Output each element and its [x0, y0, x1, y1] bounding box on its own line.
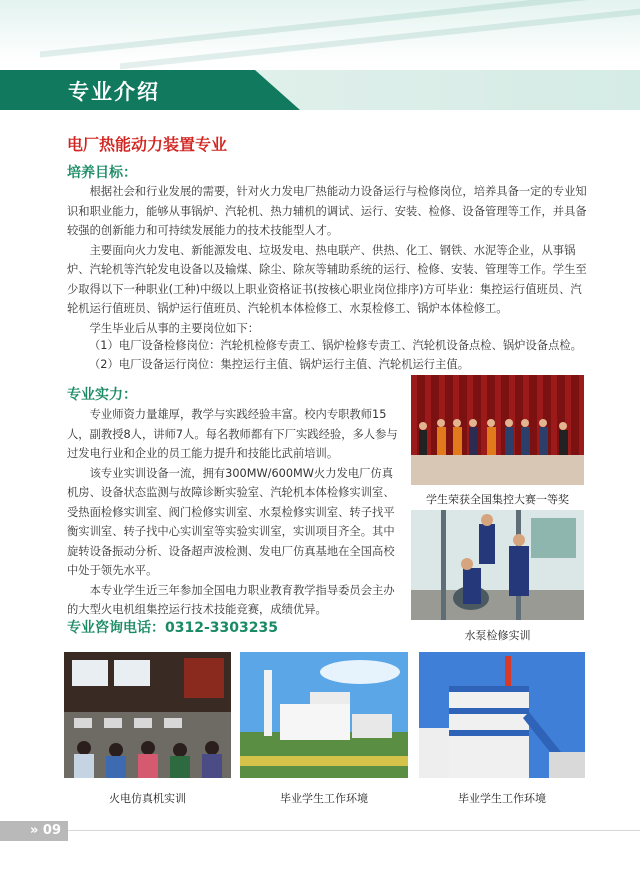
- training-heading: 培养目标：: [67, 165, 137, 181]
- page-number: » 09: [0, 821, 68, 841]
- contact-line: [67, 617, 278, 637]
- environment-caption-1: 毕业学生工作环境: [280, 792, 368, 805]
- pump-caption: 水泵检修实训: [464, 629, 531, 642]
- jobs-intro: 学生毕业后从事的主要岗位如下：: [89, 321, 260, 335]
- major-title: 电厂热能动力装置专业: [67, 135, 228, 154]
- environment-photo-1: [240, 652, 408, 778]
- training-paragraph-2: 主要面向火力发电、新能源发电、垃圾发电、热电联产、供热、化工、钢铁、水泥等企业，从事锅炉、汽轮机等汽轮发电设备以及输煤、除尘、除灰等辅助系统的运行、检修、安装、管理等工作。学生至少取得以下一种职业(工种)中级以上职业资格证书(按核心职业岗位排序)方可毕业：集控运行值班员、汽轮机运行值班员、锅炉运行值班员、汽轮机本体检修工、水泵检修工、锅炉本体检修工。: [67, 243, 587, 315]
- jobs-list: [67, 336, 587, 374]
- training-text: [67, 182, 587, 338]
- section-title: 专业介绍: [68, 80, 160, 104]
- strength-heading: 专业实力：: [67, 387, 137, 403]
- award-caption: 学生荣获全国集控大赛一等奖: [426, 493, 569, 506]
- environment-caption-2: 毕业学生工作环境: [458, 792, 546, 805]
- contact-phone: 0312-3303235: [165, 620, 278, 636]
- training-paragraph-1: 根据社会和行业发展的需要，针对火力发电厂热能动力设备运行与检修岗位，培养具备一定的专业知识和职业能力，能够从事锅炉、汽轮机、热力辅机的调试、运行、安装、检修、设备管理等工作，并具备较强的创新能力和可持续发展能力的技术技能型人才。: [67, 185, 587, 237]
- strength-paragraph-3: 本专业学生近三年参加全国电力职业教育教学指导委员会主办的大型火电机组集控运行技术技能竞赛，成绩优异。: [67, 583, 395, 616]
- footer-rule: [68, 830, 640, 831]
- award-photo: [411, 375, 584, 485]
- strength-text: [67, 405, 401, 620]
- top-decoration: [0, 0, 640, 62]
- list-item: （1）电厂设备检修岗位：汽轮机检修专责工、锅炉检修专责工、汽轮机设备点检、锅炉设备点检。: [89, 339, 582, 352]
- strength-paragraph-1: 专业师资力量雄厚，教学与实践经验丰富。校内专职教师15人，副教授8人，讲师7人。每名教师都有下厂实践经验，多人参与过发电行业和企业的员工能力提升和技能比武前培训。: [67, 408, 398, 460]
- simulation-caption: 火电仿真机实训: [109, 792, 186, 805]
- simulation-photo: [64, 652, 231, 778]
- environment-photo-2: [419, 652, 585, 778]
- list-item: （2）电厂设备运行岗位：集控运行主值、锅炉运行主值、汽轮机运行主值。: [89, 358, 469, 371]
- decor-stripe: [40, 0, 640, 58]
- strength-paragraph-2: 该专业实训设备一流，拥有300MW/600MW火力发电厂仿真机房、设备状态监测与故障诊断实验室、汽轮机本体检修实训室、受热面检修实训室、阀门检修实训室、水泵检修实训室、转子找平衡实训室、转子找中心实训室等实验实训室，实训项目齐全。其中旋转设备振动分析、设备超声波检测、发电厂仿真基地在全国高校中处于领先水平。: [67, 466, 395, 577]
- contact-label: 专业咨询电话：: [67, 620, 165, 636]
- pump-photo: [411, 510, 584, 620]
